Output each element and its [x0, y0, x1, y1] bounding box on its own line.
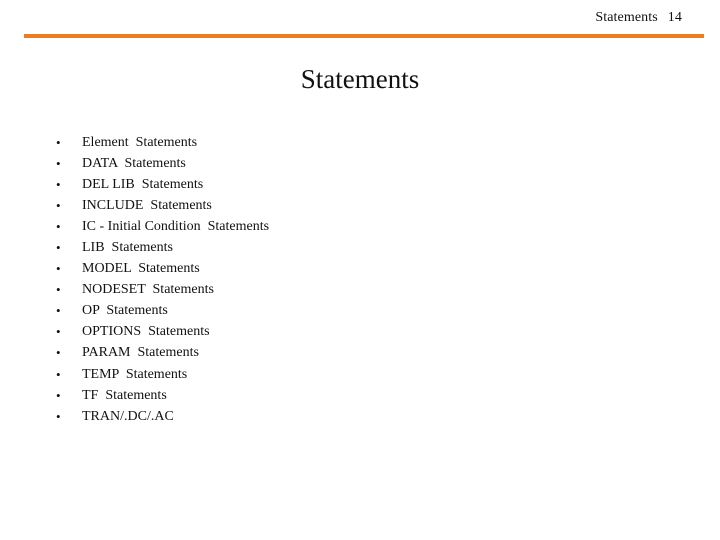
list-item-label: MODEL Statements — [82, 261, 200, 277]
bullet-icon: • — [56, 345, 61, 361]
bullet-icon: • — [56, 408, 61, 424]
header-divider — [24, 34, 704, 38]
bullet-icon: • — [56, 240, 61, 256]
header-title: Statements — [595, 10, 658, 25]
list-item — [56, 153, 269, 174]
list-item — [56, 132, 269, 153]
list-item — [56, 195, 269, 216]
bullet-icon: • — [56, 155, 61, 171]
list-item-label: LIB Statements — [82, 240, 173, 256]
list-item — [56, 385, 269, 406]
bullet-icon: • — [56, 282, 61, 298]
list-item — [56, 216, 269, 237]
bullet-icon: • — [56, 197, 61, 213]
list-item-label: OP Statements — [82, 303, 168, 319]
slide-header — [595, 10, 682, 26]
list-item-label: DEL LIB Statements — [82, 176, 204, 192]
list-item — [56, 174, 269, 195]
list-item — [56, 259, 269, 280]
bullet-icon: • — [56, 218, 61, 234]
bullet-icon: • — [56, 387, 61, 403]
bullet-icon: • — [56, 261, 61, 277]
statement-list — [56, 132, 269, 427]
bullet-icon: • — [56, 134, 61, 150]
list-item-label: NODESET Statements — [82, 282, 214, 298]
list-item-label: DATA Statements — [82, 155, 186, 171]
page-number: 14 — [667, 10, 682, 25]
list-item-label: PARAM Statements — [82, 345, 199, 361]
bullet-icon: • — [56, 366, 61, 382]
slide-title: Statements — [300, 64, 420, 94]
list-item — [56, 364, 269, 385]
list-item-label: TF Statements — [82, 387, 167, 403]
list-item-label: IC - Initial Condition Statements — [82, 218, 270, 234]
list-item — [56, 301, 269, 322]
bullet-icon: • — [56, 324, 61, 340]
list-item-label: TRAN/.DC/.AC — [82, 408, 174, 424]
list-item-label: OPTIONS Statements — [82, 324, 210, 340]
list-item — [56, 406, 269, 427]
list-item-label: TEMP Statements — [82, 366, 188, 382]
list-item — [56, 237, 269, 258]
bullet-icon: • — [56, 303, 61, 319]
list-item — [56, 343, 269, 364]
list-item — [56, 322, 269, 343]
bullet-icon: • — [56, 176, 61, 192]
list-item-label: INCLUDE Statements — [82, 197, 212, 213]
list-item — [56, 280, 269, 301]
list-item-label: Element Statements — [82, 134, 198, 150]
